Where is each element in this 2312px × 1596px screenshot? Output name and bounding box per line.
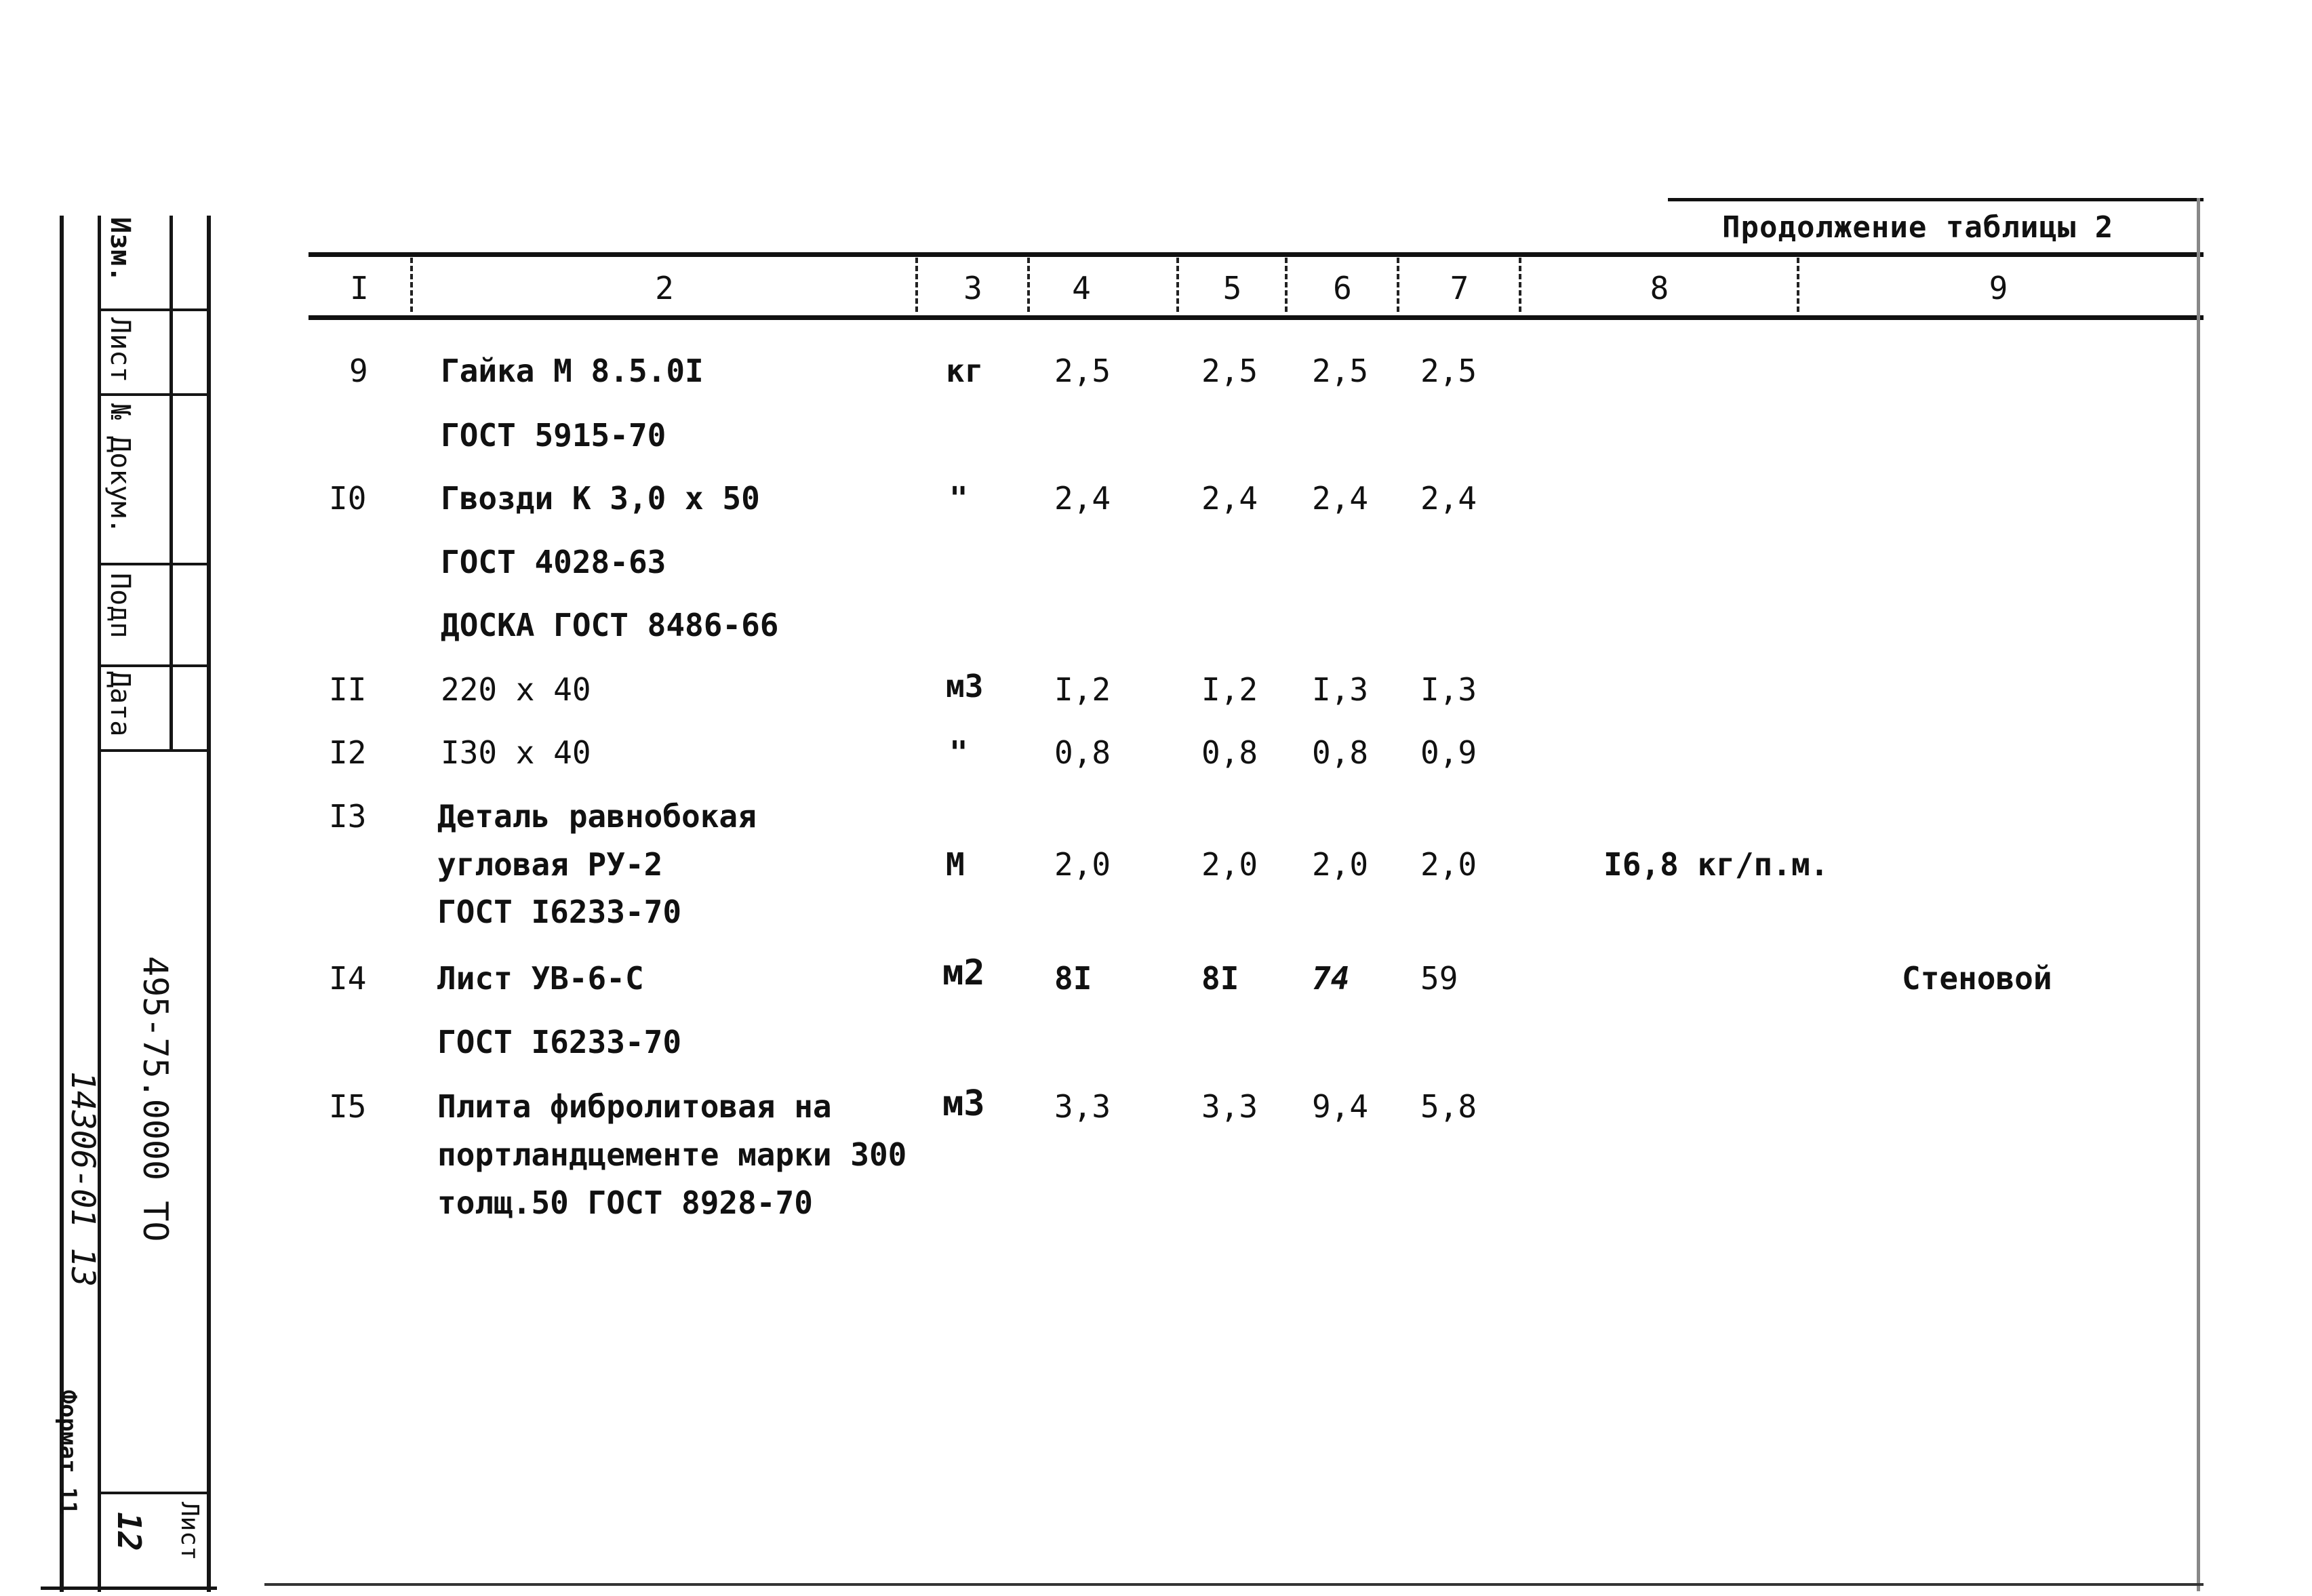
- item-name-line: Гайка М 8.5.0I: [441, 353, 704, 389]
- column-header-5: 5: [1222, 270, 1242, 306]
- value-col-5: 8I: [1201, 960, 1239, 997]
- header-separator: [1027, 258, 1030, 312]
- value-col-4: 2,5: [1054, 353, 1111, 389]
- item-name-line: Плита фибролитовая на: [437, 1088, 832, 1125]
- format-label: Формат 11: [54, 1390, 81, 1515]
- value-col-6: I,3: [1312, 671, 1369, 708]
- column-header-4: 4: [1072, 270, 1091, 306]
- strip-divider: [98, 393, 207, 396]
- value-col-7: 0,9: [1420, 734, 1477, 771]
- row-number: I0: [329, 480, 367, 517]
- row-number: 9: [349, 353, 368, 389]
- unit-cell: м3: [942, 1083, 985, 1124]
- row-number: II: [329, 671, 367, 708]
- value-col-7: 2,0: [1420, 846, 1477, 883]
- strip-border-left: [60, 216, 64, 1592]
- stamp-label-signature: Подп: [104, 573, 136, 639]
- value-col-7: 2,4: [1420, 480, 1477, 517]
- unit-cell: М: [946, 846, 965, 883]
- value-col-4: 3,3: [1054, 1088, 1111, 1125]
- header-separator: [1519, 258, 1521, 312]
- header-separator: [1797, 258, 1799, 312]
- column-header-7: 7: [1450, 270, 1469, 306]
- strip-divider: [98, 563, 207, 565]
- header-separator: [1397, 258, 1399, 312]
- value-col-4: 2,0: [1054, 846, 1111, 883]
- unit-cell: ": [949, 480, 968, 517]
- item-name-line: толщ.50 ГОСТ 8928-70: [437, 1184, 813, 1221]
- sheet-number: 12: [110, 1512, 148, 1551]
- value-col-6: 9,4: [1312, 1088, 1369, 1125]
- header-separator: [1176, 258, 1179, 312]
- header-bottom-rule: [308, 315, 2204, 320]
- value-col-5: 2,5: [1201, 353, 1258, 389]
- table-caption: Продолжение таблицы 2: [1722, 210, 2114, 245]
- stamp-label-list: Лист: [104, 317, 136, 383]
- row-number: I3: [329, 798, 367, 835]
- value-col-5: I,2: [1201, 671, 1258, 708]
- unit-cell: м3: [946, 668, 984, 704]
- header-top-rule: [308, 252, 2204, 257]
- value-col-4: 2,4: [1054, 480, 1111, 517]
- table-right-edge: [2197, 198, 2200, 1591]
- item-name-line: ГОСТ I6233-70: [437, 1024, 682, 1060]
- header-separator: [410, 258, 413, 312]
- note-col-9: Стеновой: [1902, 960, 2052, 997]
- value-col-7: 59: [1420, 960, 1458, 997]
- column-header-3: 3: [963, 270, 982, 306]
- strip-divider: [98, 308, 207, 311]
- sheet-label: Лист: [176, 1502, 203, 1561]
- value-col-6: 0,8: [1312, 734, 1369, 771]
- strip-border-right: [207, 216, 211, 1592]
- value-col-5: 2,4: [1201, 480, 1258, 517]
- row-number: I5: [329, 1088, 367, 1125]
- value-col-6: 2,5: [1312, 353, 1369, 389]
- column-header-6: 6: [1333, 270, 1352, 306]
- value-col-7: I,3: [1420, 671, 1477, 708]
- caption-rule: [1668, 198, 2204, 201]
- page-bottom-rule: [264, 1583, 2204, 1586]
- value-col-7: 2,5: [1420, 353, 1477, 389]
- document-code: 495-75.0000 ТО: [136, 956, 175, 1242]
- title-block-strip: [0, 0, 224, 1596]
- strip-divider: [41, 1587, 217, 1590]
- value-col-6: 2,0: [1312, 846, 1369, 883]
- strip-divider: [98, 664, 207, 667]
- item-name-line: Гвозди К 3,0 х 50: [441, 480, 760, 517]
- item-name-line: угловая РУ-2: [437, 846, 663, 883]
- item-name-line: I30 х 40: [441, 734, 591, 771]
- row-number: I2: [329, 734, 367, 771]
- unit-cell: ": [949, 734, 968, 771]
- item-name-line: Деталь равнобокая: [437, 798, 757, 835]
- stamp-label-doc-number: № Докум.: [104, 403, 136, 534]
- strip-border-inner: [98, 216, 101, 1592]
- header-separator: [915, 258, 918, 312]
- item-name-line: портландцементе марки 300: [437, 1136, 907, 1173]
- stamp-label-izm: Изм.: [104, 217, 136, 283]
- item-name-line: Лист УВ-6-С: [437, 960, 644, 997]
- column-header-9: 9: [1989, 270, 2008, 306]
- strip-border-middle: [170, 216, 173, 751]
- value-col-6: 74: [1312, 960, 1350, 997]
- value-col-4: 0,8: [1054, 734, 1111, 771]
- row-number: I4: [329, 960, 367, 997]
- value-col-5: 0,8: [1201, 734, 1258, 771]
- strip-divider: [98, 749, 207, 752]
- item-name-line: 220 х 40: [441, 671, 591, 708]
- item-name-line: ГОСТ 4028-63: [441, 544, 666, 580]
- strip-divider: [98, 1492, 207, 1494]
- header-separator: [1285, 258, 1288, 312]
- value-col-4: I,2: [1054, 671, 1111, 708]
- value-col-5: 3,3: [1201, 1088, 1258, 1125]
- unit-cell: кг: [946, 353, 984, 389]
- value-col-6: 2,4: [1312, 480, 1369, 517]
- column-header-1: I: [350, 270, 369, 306]
- item-name-line: ДОСКА ГОСТ 8486-66: [441, 607, 779, 643]
- stamp-label-date: Дата: [104, 671, 136, 737]
- value-col-7: 5,8: [1420, 1088, 1477, 1125]
- column-header-8: 8: [1650, 270, 1669, 306]
- item-name-line: ГОСТ I6233-70: [437, 894, 682, 930]
- unit-cell: м2: [942, 953, 985, 993]
- column-header-2: 2: [655, 270, 674, 306]
- note-col-8: I6,8 кг/п.м.: [1603, 846, 1829, 883]
- handwritten-inventory-number: 14306-01 13: [64, 1071, 102, 1287]
- item-name-line: ГОСТ 5915-70: [441, 417, 666, 454]
- value-col-4: 8I: [1054, 960, 1092, 997]
- value-col-5: 2,0: [1201, 846, 1258, 883]
